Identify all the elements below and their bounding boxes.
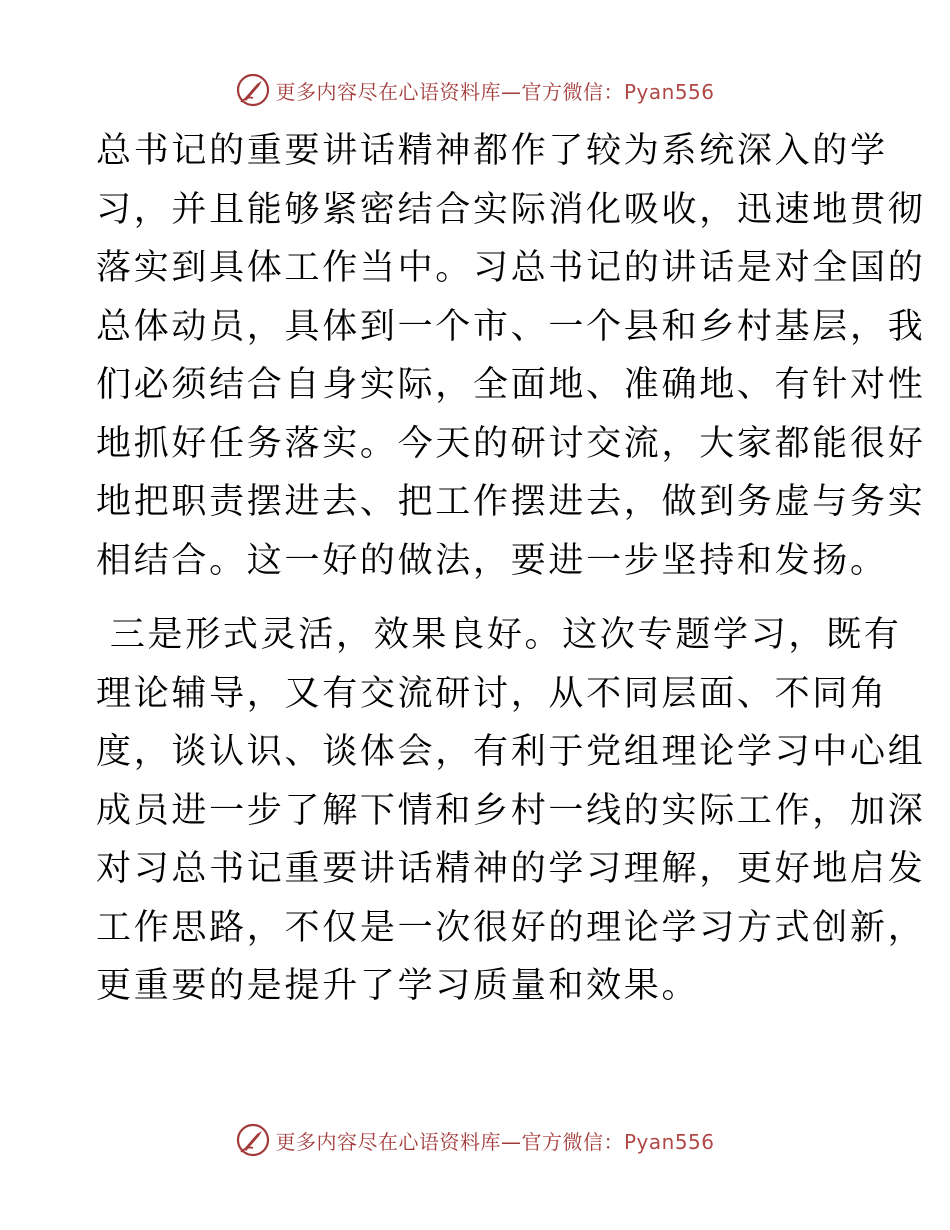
text-line: 理论辅导，又有交流研讨，从不同层面、不同角 [96, 673, 888, 714]
footer-banner [0, 1120, 950, 1160]
header-banner [0, 70, 950, 110]
pen-nib-logo-icon [235, 1122, 271, 1158]
text-line: 对习总书记重要讲话精神的学习理解，更好地启发 [96, 849, 926, 889]
text-line: 地把职责摆进去、把工作摆进去，做到务虚与务实 [96, 482, 926, 522]
footer-banner-text: 更多内容尽在心语资料库—官方微信：Pyan556 [275, 1129, 715, 1154]
text-line: 相结合。这一好的做法，要进一步坚持和发扬。 [96, 540, 888, 581]
paragraph-gap [96, 590, 856, 606]
text-line: 们必须结合自身实际，全面地、准确地、有针对性 [96, 365, 926, 405]
pen-nib-logo-icon [235, 72, 271, 108]
header-banner-text: 更多内容尽在心语资料库—官方微信：Pyan556 [275, 79, 715, 104]
text-line: 总体动员，具体到一个市、一个县和乡村基层，我 [96, 306, 926, 347]
text-line: 总书记的重要讲话精神都作了较为系统深入的学 [96, 131, 888, 171]
text-line: 落实到具体工作当中。习总书记的讲话是对全国的 [96, 248, 926, 288]
text-line: 习，并且能够紧密结合实际消化吸收，迅速地贯彻 [96, 189, 926, 230]
text-line: 成员进一步了解下情和乡村一线的实际工作，加深 [96, 790, 926, 831]
paragraph [96, 122, 926, 590]
text-line: 工作思路，不仅是一次很好的理论学习方式创新， [96, 907, 926, 948]
header-wechat-id: Pyan556 [623, 79, 715, 104]
text-line: 度，谈认识、谈体会，有利于党组理论学习中心组 [96, 732, 926, 772]
text-line: 三是形式灵活，效果良好。这次专题学习，既有 [96, 615, 902, 655]
paragraph [96, 606, 926, 1016]
document-body [96, 122, 926, 1016]
text-line: 更重要的是提升了学习质量和效果。 [96, 966, 700, 1006]
footer-wechat-id: Pyan556 [623, 1129, 715, 1154]
text-line: 地抓好任务落实。今天的研讨交流，大家都能很好 [96, 423, 926, 464]
